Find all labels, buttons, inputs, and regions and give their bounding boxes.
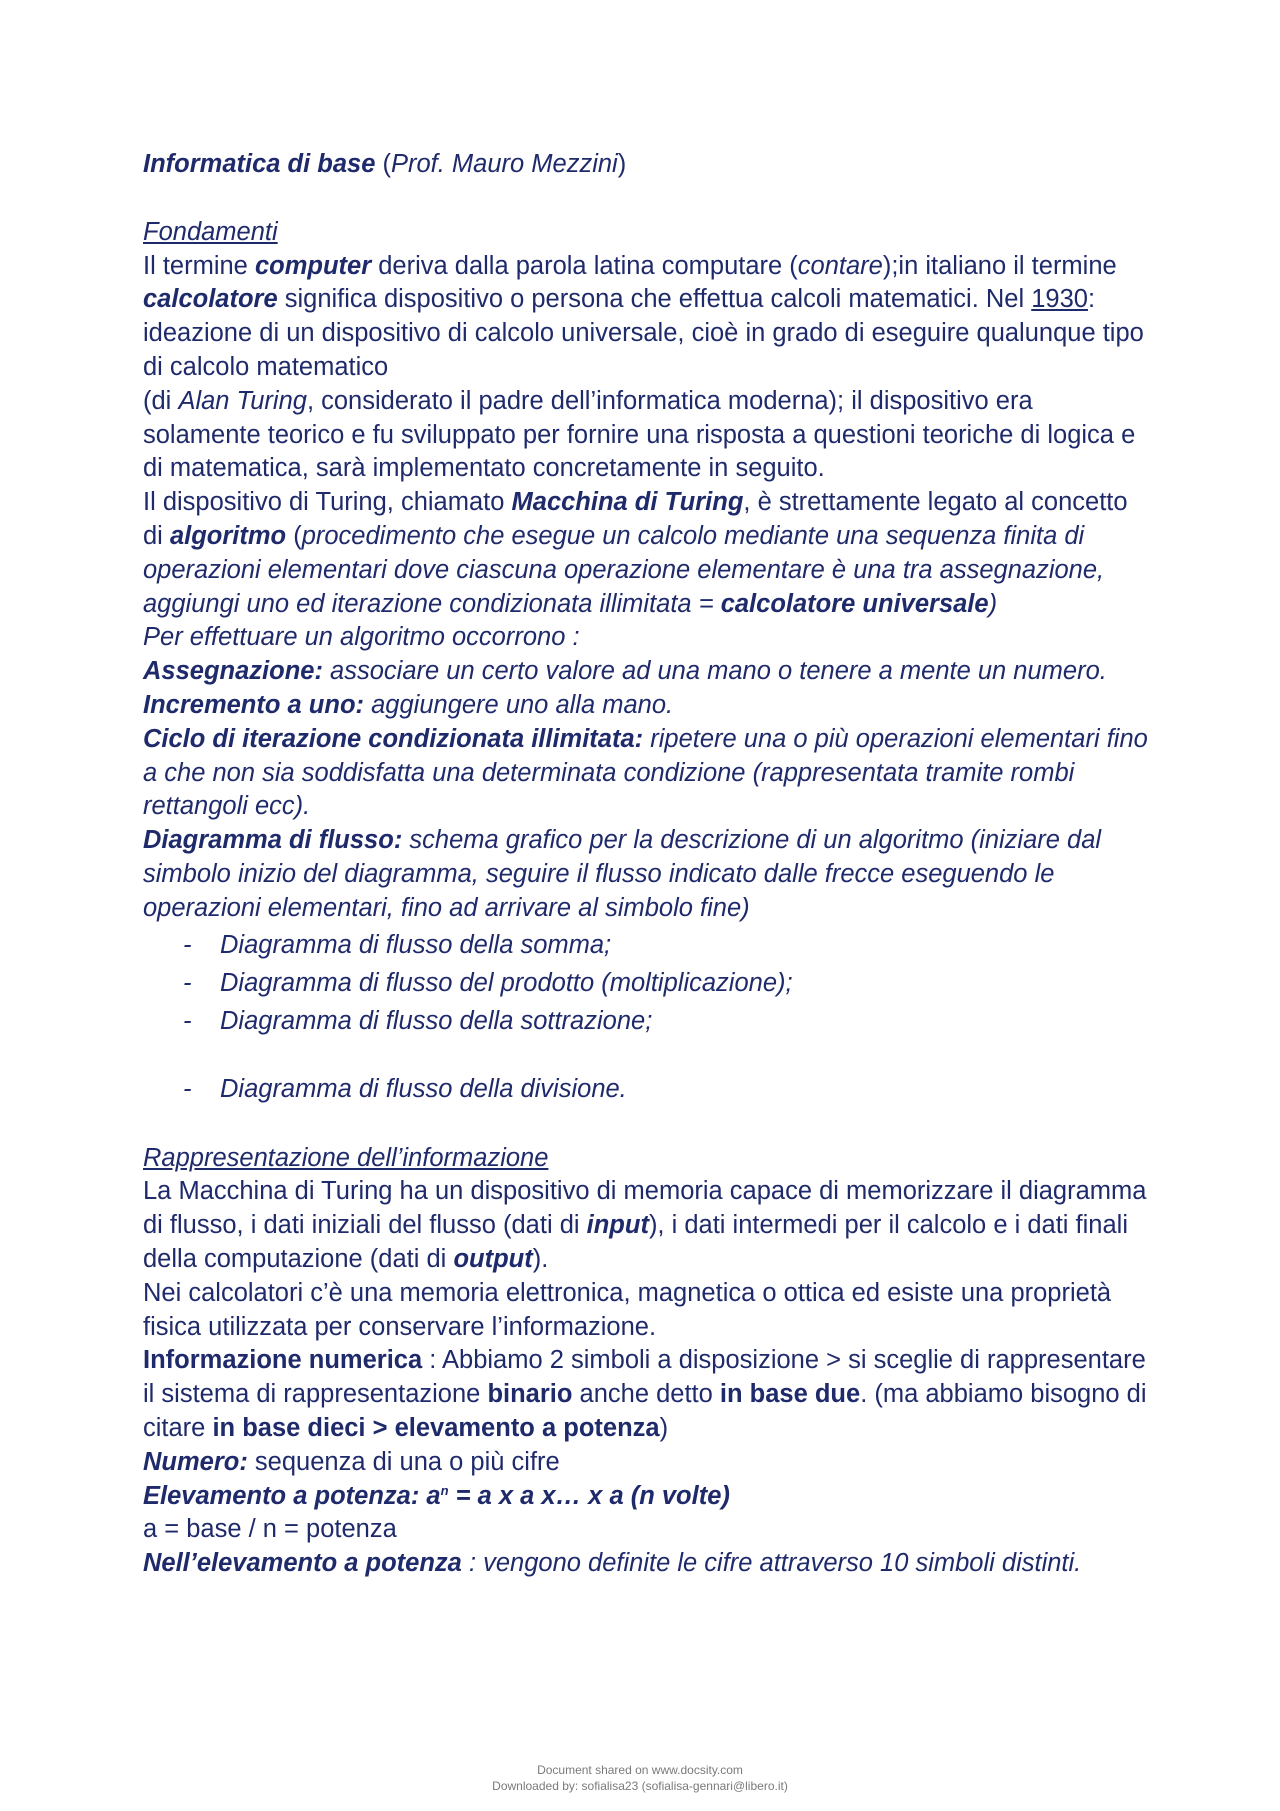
text-run: anche detto [572, 1380, 720, 1409]
list-item-text: Diagramma di flusso della divisione. [220, 1074, 627, 1103]
text-run: , è strettamente legato al concetto di [143, 488, 1128, 550]
text-run: , considerato il padre dell’informatica moderna); il dispositivo era solamente teorico e fu sviluppato per fornire una risposta a questioni teoriche di logica e di matematica, sarà implementato concretamente in seguito. [143, 386, 1136, 483]
text-run: (di [143, 386, 179, 415]
text-run: : ideazione di un dispositivo di calcolo universale, cioè in grado di eseguire qualunque tipo di calcolo matematico [143, 285, 1144, 381]
bullet-dash: - [183, 968, 192, 997]
text-run: ( [286, 521, 302, 550]
footer-shared-line: Document shared on www.docsity.com [537, 1763, 743, 1777]
bullet-dash: - [183, 1006, 192, 1035]
definition-text: ripetere una o più operazioni elementari fino a che non sia soddisfatta una determinata condizione (rappresentata tramite rombi rettangoli ecc). [143, 724, 1148, 821]
text-run: ). [532, 1244, 549, 1273]
definition-numero [143, 1446, 1153, 1480]
algoritmo-definition: procedimento che esegue un calcolo mediante una sequenza finita di operazioni elementari dove ciascuna operazione elementare è una tra assegnazione, aggiungi uno ed iterazione condizionata illimitata = [143, 521, 1105, 618]
list-item-text: Diagramma di flusso della somma; [220, 930, 612, 959]
text-run: ) [988, 589, 998, 618]
formula-text: = a x a x… x a (n volte) [448, 1481, 730, 1510]
definition-term: Incremento a uno: [143, 690, 365, 719]
definition-diagramma [143, 824, 1153, 925]
title-paren-close: ) [617, 150, 627, 178]
bullet-dash: - [183, 1074, 192, 1103]
definition-term: Ciclo di iterazione condizionata illimitata: [143, 724, 644, 753]
term-computer: computer [254, 251, 372, 280]
term-in-base-due: in base due [719, 1380, 861, 1409]
definition-text: aggiungere uno alla mano. [364, 690, 674, 719]
term-macchina-di-turing: Macchina di Turing [511, 488, 744, 517]
term-contare: contare [797, 251, 883, 280]
paragraph-occorrono: Per effettuare un algoritmo occorrono : [143, 623, 580, 652]
definition-ciclo [143, 723, 1153, 824]
superscript-n: n [440, 1482, 449, 1498]
paragraph-informazione-numerica [143, 1344, 1153, 1445]
list-item [143, 964, 1153, 1002]
text-run: : Abbiamo 2 simboli a disposizione > si sceglie di rappresentare il sistema di rappresentazione [143, 1346, 1146, 1409]
section-heading-rappresentazione: Rappresentazione dell’informazione [143, 1143, 549, 1172]
term-binario: binario [487, 1380, 573, 1409]
definition-text: sequenza di una o più cifre [247, 1447, 560, 1476]
formula-legend: a = base / n = potenza [143, 1515, 397, 1544]
text-run: );in italiano il termine [882, 251, 1117, 280]
list-item-text: Diagramma di flusso del prodotto (moltiplicazione); [220, 968, 793, 997]
definition-term: Diagramma di flusso: [143, 826, 403, 855]
term-calcolatore: calcolatore [143, 285, 278, 314]
definition-term: Assegnazione: [143, 657, 323, 686]
flowchart-list [143, 926, 1153, 1108]
list-item [143, 926, 1153, 964]
definition-text: associare un certo valore ad una mano o tenere a mente un numero. [322, 657, 1107, 686]
list-item [143, 1070, 1153, 1108]
term-calcolatore-universale: calcolatore universale [720, 589, 989, 618]
title-professor: Prof. Mauro Mezzini [390, 150, 618, 178]
definition-assegnazione [143, 655, 1153, 689]
name-alan-turing: Alan Turing [178, 386, 307, 415]
text-run: Il dispositivo di Turing, chiamato [143, 488, 512, 517]
term-in-base-dieci: in base dieci > elevamento a potenza [212, 1413, 660, 1442]
bullet-dash: - [183, 930, 192, 959]
year-1930: 1930 [1031, 285, 1088, 314]
term-algoritmo: algoritmo [169, 521, 287, 550]
paragraph-calcolatori: Nei calcolatori c’è una memoria elettronica, magnetica o ottica ed esiste una proprietà fisica utilizzata per conservare l’informazione. [143, 1278, 1112, 1341]
paragraph-computer [143, 250, 1153, 385]
paragraph-macchina [143, 486, 1153, 621]
footer-download-line: Downloaded by: sofialisa23 (sofialisa-gennari@libero.it) [492, 1779, 788, 1793]
text-run: ) [659, 1413, 669, 1442]
section-heading-fondamenti: Fondamenti [143, 217, 278, 246]
text-run: significa dispositivo o persona che effettua calcoli matematici. Nel [277, 285, 1032, 314]
definition-text: schema grafico per la descrizione di un algoritmo (iniziare dal simbolo inizio del diagramma, seguire il flusso indicato dalle frecce eseguendo le operazioni elementari, fino ad arrivare al simbolo fine) [143, 826, 1102, 922]
page-footer [0, 1762, 1280, 1794]
spacer [143, 1108, 1153, 1142]
definition-text: : vengono definite le cifre attraverso 10 simboli distinti. [461, 1549, 1082, 1578]
paragraph-turing [143, 385, 1153, 486]
definition-term: Numero: [143, 1447, 248, 1476]
text-run: ), i dati intermedi per il calcolo e i dati finali della computazione (dati di [143, 1211, 1128, 1273]
text-run: Il termine [143, 251, 255, 280]
formula-text: Elevamento a potenza: a [143, 1481, 441, 1510]
document-title [143, 148, 1153, 182]
term-output: output [453, 1244, 533, 1273]
paragraph-elevamento-cifre [143, 1547, 1153, 1581]
text-run: La Macchina di Turing ha un dispositivo di memoria capace di memorizzare il diagramma di flusso, i dati iniziali del flusso (dati di [143, 1177, 1147, 1240]
document-body [143, 148, 1153, 1581]
title-course: Informatica di base [143, 150, 376, 178]
formula-elevamento [143, 1480, 1153, 1514]
term-input: input [586, 1211, 649, 1240]
paragraph-memoria [143, 1175, 1153, 1276]
text-run: . (ma abbiamo bisogno di citare [143, 1380, 1147, 1442]
title-paren-open: ( [375, 150, 391, 178]
definition-incremento [143, 689, 1153, 723]
list-item [143, 1002, 1153, 1040]
definition-term: Nell’elevamento a potenza [143, 1549, 462, 1578]
list-item-text: Diagramma di flusso della sottrazione; [220, 1006, 653, 1035]
spacer [143, 182, 1153, 216]
term-informazione-numerica: Informazione numerica [143, 1346, 423, 1375]
text-run: deriva dalla parola latina computare ( [371, 251, 798, 280]
